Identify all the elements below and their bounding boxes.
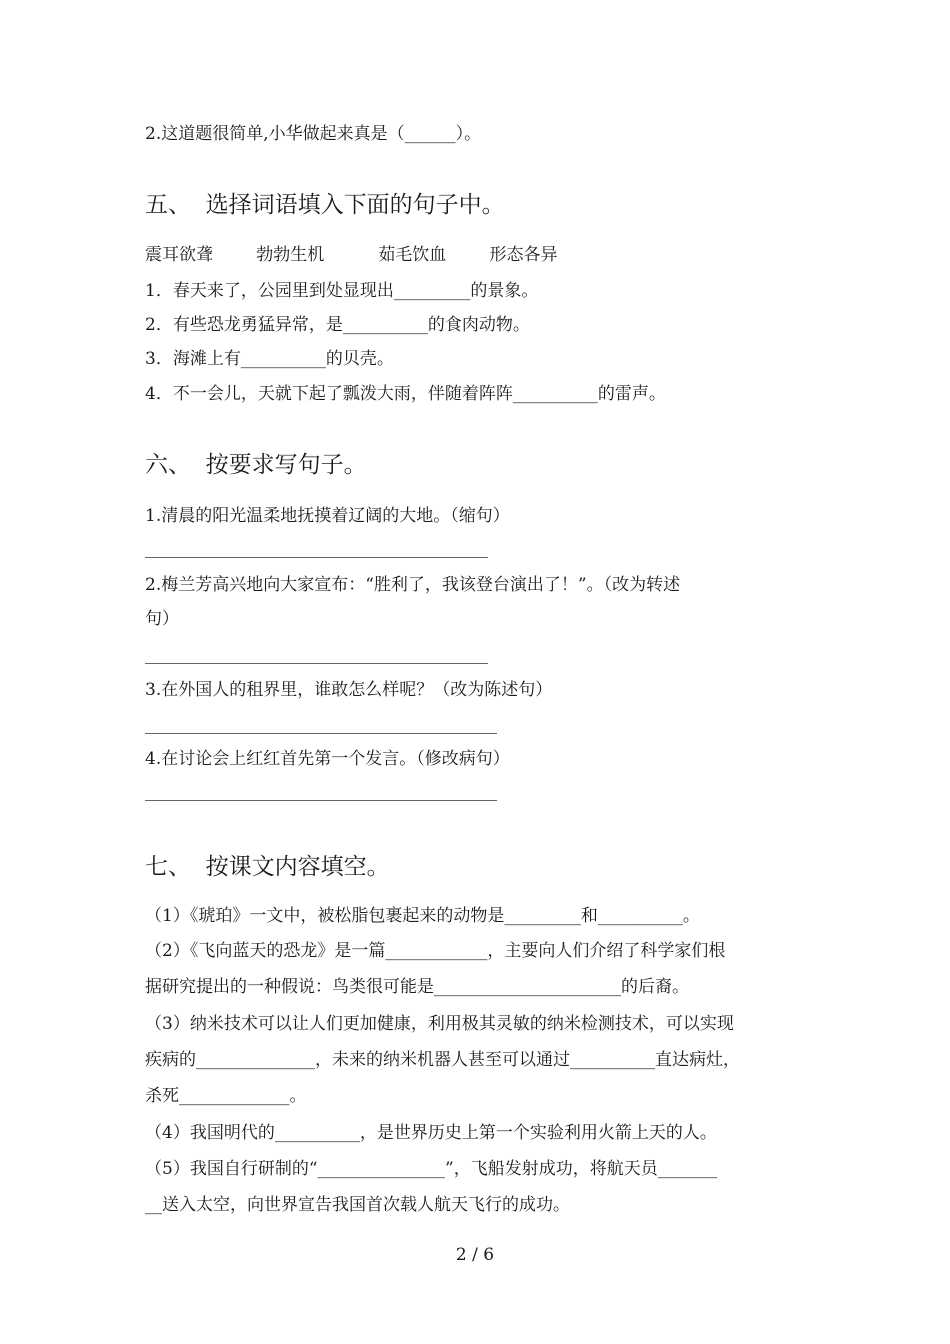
section-5-item-1: 1．春天来了，公园里到处显现出_________的景象。 (145, 281, 539, 301)
section-6-question-3: 3.在外国人的租界里，谁敢怎么样呢？（改为陈述句） (145, 680, 553, 700)
section-7-line-8: （5）我国自行研制的“_______________”，飞船发射成功，将航天员_______ (145, 1159, 718, 1179)
section-7-line-6: 杀死_____________。 (145, 1086, 307, 1106)
section-5-heading: 五、 选择词语填入下面的句子中。 (145, 192, 505, 218)
word-bank: 震耳欲聋 勃勃生机 茹毛饮血 形态各异 (145, 245, 558, 265)
section-6-heading: 六、 按要求写句子。 (145, 452, 367, 478)
section-7-line-3: 据研究提出的一种假说：鸟类很可能是______________________的后裔。 (145, 977, 689, 997)
section-7-line-2: （2）《飞向蓝天的恐龙》是一篇____________，主要向人们介绍了科学家们根 (145, 941, 726, 961)
answer-line-2[interactable] (145, 663, 488, 664)
question-4-item-2: 2.这道题很简单,小华做起来真是（______）。 (145, 124, 482, 144)
answer-line-3[interactable] (145, 733, 497, 734)
section-5-item-2: 2．有些恐龙勇猛异常，是__________的食肉动物。 (145, 315, 530, 335)
section-7-heading: 七、 按课文内容填空。 (145, 854, 390, 880)
answer-line-4[interactable] (145, 800, 497, 801)
answer-line-1[interactable] (145, 557, 488, 558)
section-7-line-5: 疾病的______________，未来的纳米机器人甚至可以通过__________直达病灶， (145, 1050, 740, 1070)
section-7-line-7: （4）我国明代的__________，是世界历史上第一个实验利用火箭上天的人。 (145, 1123, 717, 1143)
section-5-item-4: 4．不一会儿，天就下起了瓢泼大雨，伴随着阵阵__________的雷声。 (145, 384, 666, 404)
page-number: 2 / 6 (455, 1245, 495, 1265)
section-5-item-3: 3．海滩上有__________的贝壳。 (145, 349, 394, 369)
section-7-line-9: __送入太空，向世界宣告我国首次载人航天飞行的成功。 (145, 1195, 570, 1215)
section-6-question-4: 4.在讨论会上红红首先第一个发言。（修改病句） (145, 749, 510, 769)
section-7-line-4: （3）纳米技术可以让人们更加健康，利用极其灵敏的纳米检测技术，可以实现 (145, 1014, 734, 1034)
section-6-question-2: 2.梅兰芳高兴地向大家宣布：“胜利了，我该登台演出了！”。（改为转述 (145, 575, 681, 595)
section-6-question-2-continued: 句） (145, 609, 179, 629)
section-6-question-1: 1.清晨的阳光温柔地抚摸着辽阔的大地。（缩句） (145, 506, 510, 526)
section-7-line-1: （1）《琥珀》一文中，被松脂包裹起来的动物是_________和__________。 (145, 906, 700, 926)
